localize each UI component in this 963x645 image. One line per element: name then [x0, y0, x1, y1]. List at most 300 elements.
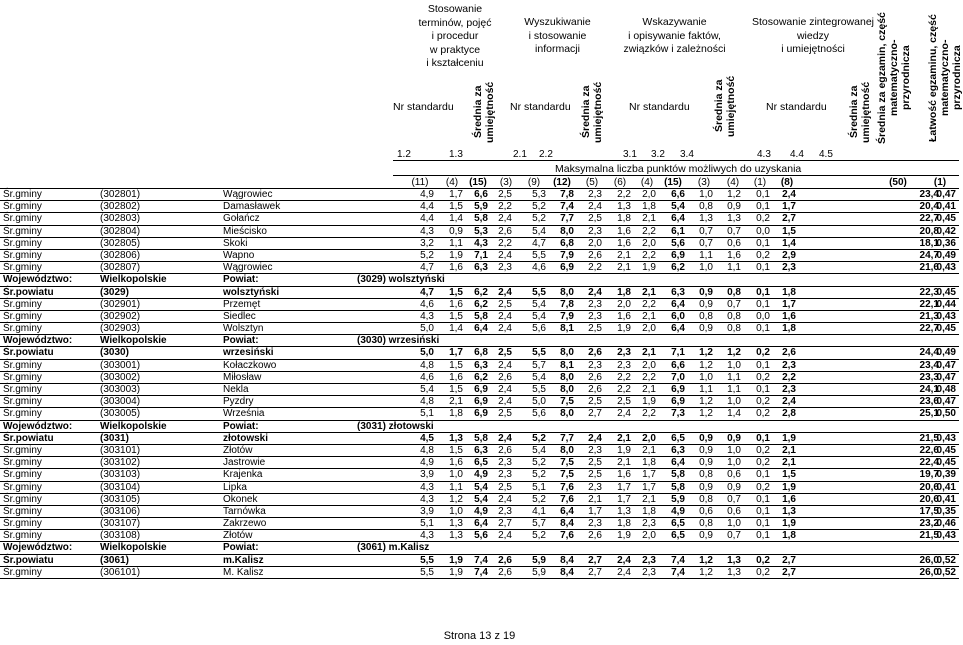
row-code-cell: (303001)	[100, 359, 141, 371]
row-type-cell: Województwo:	[3, 542, 73, 554]
value-cell: 2,1	[449, 396, 463, 408]
group-title-terms: Stosowanie terminów, pojęć i procedur w praktyce i kształceniu	[418, 3, 492, 69]
value-cell: 1,5	[449, 444, 463, 456]
value-cell: 4,7	[420, 262, 434, 274]
value-cell: 1,9	[449, 249, 463, 261]
value-cell: 0,52	[936, 566, 956, 578]
value-cell: 1,6	[449, 298, 463, 310]
value-cell: 5,9	[671, 493, 685, 505]
value-cell: 2,4	[498, 359, 512, 371]
value-cell: 2,4	[498, 396, 512, 408]
value-cell: 0,2	[756, 408, 770, 420]
table-row	[0, 445, 959, 457]
value-cell: 8,0	[560, 225, 574, 237]
value-cell: 1,3	[699, 213, 713, 225]
value-cell: 1,1	[699, 384, 713, 395]
row-name-cell: Miłosław	[223, 371, 262, 383]
row-code-cell: (3061)	[100, 554, 129, 566]
value-cell: 2,6	[498, 566, 512, 578]
value-cell: 4,3	[420, 481, 434, 493]
row-name-cell: Damasławek	[223, 201, 281, 213]
row-code-cell: (302805)	[100, 237, 141, 249]
row-type-cell: Śr.gminy	[3, 371, 42, 383]
value-cell: 5,8	[671, 469, 685, 481]
value-cell: 5,8	[474, 310, 488, 322]
value-cell: 0,9	[699, 481, 713, 493]
value-cell: 1,4	[449, 213, 463, 225]
county-average-row	[0, 287, 959, 299]
value-cell: 5,5	[532, 347, 546, 359]
value-cell: 2,4	[498, 432, 512, 444]
value-cell: 2,2	[498, 201, 512, 213]
value-cell: 2,2	[498, 237, 512, 249]
region-header-row	[0, 335, 959, 347]
table-row	[0, 482, 959, 494]
value-cell: 2,4	[617, 408, 631, 420]
avg-skill-label-3: Średnia za umiejętność	[713, 75, 737, 137]
value-cell: 4,6	[420, 371, 434, 383]
value-cell: 1,9	[642, 262, 656, 274]
value-cell: 4,3	[474, 237, 488, 249]
max-points-value: (9)	[527, 177, 541, 188]
value-cell: 0,1	[756, 469, 770, 481]
value-cell: 0,8	[699, 201, 713, 213]
value-cell: 1,1	[727, 371, 741, 383]
nr-standardu-label-4: Nr standardu	[766, 101, 827, 113]
value-cell: 1,9	[617, 323, 631, 335]
value-cell: 2,4	[588, 432, 602, 444]
value-cell: 6,8	[560, 237, 574, 249]
value-cell: 1,6	[617, 225, 631, 237]
value-cell: 5,0	[532, 396, 546, 408]
value-cell: 2,6	[498, 225, 512, 237]
value-cell: 0,50	[936, 408, 956, 420]
value-cell: 1,0	[699, 189, 713, 200]
value-cell: 0,7	[699, 237, 713, 249]
value-cell: 2,0	[642, 359, 656, 371]
row-type-cell: Śr.gminy	[3, 225, 42, 237]
value-cell: 6,5	[671, 432, 685, 444]
value-cell: 1,6	[617, 469, 631, 481]
value-cell: 1,3	[727, 554, 741, 566]
value-cell: 2,3	[642, 554, 656, 566]
value-cell: 26,0	[919, 554, 939, 566]
value-cell: 19,7	[919, 469, 939, 481]
value-cell: 1,9	[449, 554, 463, 566]
row-type-cell: Śr.gminy	[3, 530, 42, 542]
value-cell: 0,2	[756, 371, 770, 383]
max-points-value: (4)	[726, 177, 740, 188]
row-code-cell: Wielkopolskie	[100, 542, 167, 554]
value-cell: 5,2	[532, 530, 546, 542]
value-cell: 2,4	[782, 396, 796, 408]
value-cell: 2,0	[642, 432, 656, 444]
value-cell: 1,5	[449, 359, 463, 371]
max-points-value: (8)	[780, 177, 794, 188]
value-cell: 0,8	[699, 310, 713, 322]
value-cell: 2,4	[498, 384, 512, 395]
value-cell: 1,0	[727, 457, 741, 469]
value-cell: 5,8	[474, 213, 488, 225]
value-cell: 6,6	[671, 189, 685, 200]
row-type-cell: Śr.gminy	[3, 359, 42, 371]
value-cell: 6,0	[671, 310, 685, 322]
table-row	[0, 457, 959, 469]
value-cell: 0,7	[727, 298, 741, 310]
value-cell: 0,1	[756, 298, 770, 310]
row-code-cell: (3030)	[100, 347, 129, 359]
value-cell: 1,7	[449, 347, 463, 359]
value-cell: 26,0	[919, 566, 939, 578]
value-cell: 0,8	[727, 310, 741, 322]
value-cell: 0,6	[699, 505, 713, 517]
value-cell: 23,4	[919, 359, 939, 371]
row-code-cell: (303101)	[100, 444, 141, 456]
value-cell: 2,5	[498, 189, 512, 200]
value-cell: 6,2	[474, 286, 488, 298]
value-cell: 5,2	[532, 432, 546, 444]
value-cell: 2,8	[782, 408, 796, 420]
value-cell: 1,0	[699, 371, 713, 383]
table-row	[0, 530, 959, 542]
value-cell: 0,41	[936, 201, 956, 213]
value-cell: 8,1	[560, 359, 574, 371]
value-cell: 1,0	[727, 518, 741, 530]
value-cell: 1,7	[617, 493, 631, 505]
row-name-cell: Wolsztyn	[223, 323, 264, 335]
row-name-cell: Okonek	[223, 493, 258, 505]
value-cell: 1,3	[617, 505, 631, 517]
table-row	[0, 201, 959, 213]
value-cell: 1,1	[727, 262, 741, 274]
value-cell: 1,2	[699, 554, 713, 566]
table-row	[0, 567, 959, 579]
value-cell: 7,5	[560, 396, 574, 408]
row-name-cell: Skoki	[223, 237, 248, 249]
row-code-cell: (303005)	[100, 408, 141, 420]
row-code-cell: (302804)	[100, 225, 141, 237]
value-cell: 1,0	[727, 444, 741, 456]
row-code-cell: (303105)	[100, 493, 141, 505]
value-cell: 0,45	[936, 457, 956, 469]
value-cell: 2,0	[642, 530, 656, 542]
row-type-cell: Śr.powiatu	[3, 347, 54, 359]
value-cell: 7,4	[671, 566, 685, 578]
standard-number: 3.1	[623, 149, 637, 160]
max-points-value: (1)	[933, 177, 947, 188]
value-cell: 20,6	[919, 481, 939, 493]
value-cell: 1,8	[617, 213, 631, 225]
nr-standardu-label-3: Nr standardu	[629, 101, 690, 113]
value-cell: 8,0	[560, 384, 574, 395]
value-cell: 1,8	[617, 518, 631, 530]
max-points-value: (11)	[411, 177, 429, 188]
value-cell: 0,8	[699, 469, 713, 481]
county-name-cell: (3031) złotowski	[357, 420, 434, 432]
value-cell: 2,1	[617, 262, 631, 274]
value-cell: 0,8	[699, 493, 713, 505]
standard-number: 3.2	[651, 149, 665, 160]
value-cell: 1,7	[617, 481, 631, 493]
value-cell: 5,3	[474, 225, 488, 237]
value-cell: 2,0	[588, 237, 602, 249]
header-rule	[393, 175, 959, 176]
value-cell: 2,2	[642, 371, 656, 383]
value-cell: 6,5	[671, 530, 685, 542]
row-type-cell: Śr.gminy	[3, 323, 42, 335]
value-cell: 6,9	[671, 249, 685, 261]
page-footer: Strona 13 z 19	[443, 630, 516, 642]
row-type-cell: Śr.gminy	[3, 444, 42, 456]
row-name-cell: m.Kalisz	[223, 554, 264, 566]
county-name-cell: (3030) wrzesiński	[357, 335, 440, 347]
value-cell: 2,4	[588, 201, 602, 213]
value-cell: 1,2	[699, 396, 713, 408]
value-cell: 1,5	[782, 225, 796, 237]
value-cell: 0,8	[727, 323, 741, 335]
value-cell: 2,5	[498, 347, 512, 359]
value-cell: 4,9	[671, 505, 685, 517]
value-cell: 7,7	[560, 432, 574, 444]
value-cell: 8,1	[560, 323, 574, 335]
value-cell: 2,6	[588, 371, 602, 383]
row-type-cell: Województwo:	[3, 274, 73, 286]
value-cell: 2,6	[588, 530, 602, 542]
row-type-cell: Śr.powiatu	[3, 554, 54, 566]
standard-number: 1.2	[397, 149, 411, 160]
value-cell: 5,2	[532, 201, 546, 213]
value-cell: 5,0	[420, 347, 434, 359]
row-code-cell: (3029)	[100, 286, 129, 298]
value-cell: 2,4	[498, 213, 512, 225]
value-cell: 1,3	[617, 201, 631, 213]
county-average-row	[0, 555, 959, 567]
value-cell: 2,7	[782, 554, 796, 566]
value-cell: 5,4	[532, 310, 546, 322]
value-cell: 6,4	[671, 298, 685, 310]
row-code-cell: (302903)	[100, 323, 141, 335]
value-cell: 2,3	[588, 481, 602, 493]
value-cell: 1,5	[449, 201, 463, 213]
row-name-cell: Września	[223, 408, 265, 420]
value-cell: 6,4	[671, 457, 685, 469]
value-cell: 4,3	[420, 530, 434, 542]
value-cell: 0,43	[936, 262, 956, 274]
row-name-cell: Nekla	[223, 384, 249, 395]
row-type-cell: Śr.gminy	[3, 249, 42, 261]
value-cell: 22,7	[919, 323, 939, 335]
value-cell: 1,2	[699, 408, 713, 420]
table-row	[0, 250, 959, 262]
max-points-value: (5)	[585, 177, 599, 188]
row-code-cell: (3031)	[100, 432, 129, 444]
value-cell: 8,4	[560, 518, 574, 530]
value-cell: 2,3	[782, 262, 796, 274]
value-cell: 7,1	[671, 347, 685, 359]
value-cell: 6,6	[671, 359, 685, 371]
value-cell: 6,9	[474, 408, 488, 420]
value-cell: 2,3	[782, 359, 796, 371]
max-points-value: (3)	[499, 177, 513, 188]
value-cell: 6,2	[474, 371, 488, 383]
row-code-cell: (302902)	[100, 310, 141, 322]
value-cell: 0,2	[756, 213, 770, 225]
value-cell: 1,6	[617, 310, 631, 322]
value-cell: 1,2	[727, 347, 741, 359]
value-cell: 5,6	[532, 323, 546, 335]
value-cell: 20,4	[919, 201, 939, 213]
value-cell: 5,5	[532, 249, 546, 261]
value-cell: 2,7	[588, 408, 602, 420]
value-cell: 1,7	[588, 505, 602, 517]
value-cell: 2,1	[642, 213, 656, 225]
row-name-cell: Powiat:	[223, 274, 259, 286]
value-cell: 0,8	[699, 518, 713, 530]
row-type-cell: Śr.gminy	[3, 469, 42, 481]
value-cell: 1,5	[449, 310, 463, 322]
value-cell: 5,8	[474, 432, 488, 444]
value-cell: 0,9	[699, 298, 713, 310]
row-name-cell: Zakrzewo	[223, 518, 267, 530]
standard-number: 1.3	[449, 149, 463, 160]
header-rule	[393, 160, 959, 161]
value-cell: 0,1	[756, 530, 770, 542]
value-cell: 2,5	[588, 213, 602, 225]
row-code-cell: (302802)	[100, 201, 141, 213]
value-cell: 2,7	[782, 566, 796, 578]
value-cell: 0,47	[936, 396, 956, 408]
value-cell: 5,9	[532, 554, 546, 566]
table-row	[0, 384, 959, 396]
value-cell: 4,3	[420, 493, 434, 505]
value-cell: 4,7	[532, 237, 546, 249]
value-cell: 0,36	[936, 237, 956, 249]
value-cell: 0,1	[756, 493, 770, 505]
value-cell: 0,2	[756, 457, 770, 469]
row-name-cell: Krajenka	[223, 469, 263, 481]
standard-number: 4.4	[790, 149, 804, 160]
value-cell: 1,3	[449, 518, 463, 530]
value-cell: 2,3	[617, 359, 631, 371]
value-cell: 2,9	[782, 249, 796, 261]
nr-standardu-label-2: Nr standardu	[510, 101, 571, 113]
row-name-cell: Wągrowiec	[223, 262, 273, 274]
value-cell: 23,4	[919, 189, 939, 200]
value-cell: 0,9	[727, 481, 741, 493]
value-cell: 4,8	[420, 396, 434, 408]
value-cell: 2,2	[642, 249, 656, 261]
value-cell: 0,1	[756, 505, 770, 517]
value-cell: 5,8	[671, 481, 685, 493]
value-cell: 1,2	[449, 493, 463, 505]
max-points-label: Maksymalna liczba punktów możliwych do uzyskania	[555, 163, 802, 175]
value-cell: 0,49	[936, 347, 956, 359]
table-row	[0, 494, 959, 506]
value-cell: 6,9	[671, 396, 685, 408]
row-type-cell: Śr.gminy	[3, 310, 42, 322]
row-type-cell: Śr.powiatu	[3, 286, 54, 298]
row-name-cell: wolsztyński	[223, 286, 280, 298]
value-cell: 6,4	[474, 518, 488, 530]
row-name-cell: Gołańcz	[223, 213, 260, 225]
value-cell: 2,4	[617, 554, 631, 566]
value-cell: 1,8	[782, 286, 796, 298]
value-cell: 2,6	[498, 371, 512, 383]
value-cell: 23,6	[919, 396, 939, 408]
value-cell: 1,4	[727, 408, 741, 420]
value-cell: 0,47	[936, 189, 956, 200]
row-code-cell: (303107)	[100, 518, 141, 530]
value-cell: 2,5	[617, 396, 631, 408]
data-table	[0, 189, 959, 579]
row-code-cell: (303004)	[100, 396, 141, 408]
table-row	[0, 299, 959, 311]
value-cell: 7,6	[560, 493, 574, 505]
value-cell: 5,5	[532, 286, 546, 298]
value-cell: 1,9	[642, 396, 656, 408]
value-cell: 0,42	[936, 225, 956, 237]
value-cell: 6,4	[671, 213, 685, 225]
avg-skill-label-1: Średnia za umiejętność	[472, 81, 496, 143]
value-cell: 0,1	[756, 201, 770, 213]
value-cell: 0,45	[936, 286, 956, 298]
value-cell: 1,7	[449, 189, 463, 200]
value-cell: 2,1	[782, 444, 796, 456]
value-cell: 8,4	[560, 566, 574, 578]
value-cell: 6,9	[474, 384, 488, 395]
table-row	[0, 372, 959, 384]
value-cell: 5,4	[532, 298, 546, 310]
value-cell: 0,1	[756, 262, 770, 274]
value-cell: 1,3	[449, 530, 463, 542]
value-cell: 0,9	[699, 530, 713, 542]
row-name-cell: złotowski	[223, 432, 269, 444]
value-cell: 1,2	[699, 359, 713, 371]
value-cell: 2,3	[617, 347, 631, 359]
value-cell: 1,8	[449, 408, 463, 420]
standard-number: 3.4	[680, 149, 694, 160]
value-cell: 0,7	[699, 225, 713, 237]
value-cell: 1,5	[449, 384, 463, 395]
row-name-cell: Tarnówka	[223, 505, 266, 517]
value-cell: 7,0	[671, 371, 685, 383]
value-cell: 0,2	[756, 347, 770, 359]
value-cell: 24,7	[919, 249, 939, 261]
value-cell: 24,4	[919, 347, 939, 359]
value-cell: 2,7	[782, 213, 796, 225]
value-cell: 6,5	[671, 518, 685, 530]
value-cell: 2,2	[617, 371, 631, 383]
value-cell: 2,2	[642, 408, 656, 420]
row-name-cell: Kołaczkowo	[223, 359, 277, 371]
row-code-cell: (303002)	[100, 371, 141, 383]
value-cell: 2,2	[617, 189, 631, 200]
row-type-cell: Śr.gminy	[3, 189, 42, 200]
value-cell: 5,5	[532, 384, 546, 395]
value-cell: 6,3	[474, 262, 488, 274]
value-cell: 1,1	[449, 237, 463, 249]
value-cell: 7,7	[560, 213, 574, 225]
region-header-row	[0, 421, 959, 433]
value-cell: 8,4	[560, 554, 574, 566]
max-points-value: (3)	[697, 177, 711, 188]
row-type-cell: Śr.gminy	[3, 213, 42, 225]
value-cell: 1,4	[449, 323, 463, 335]
value-cell: 5,9	[474, 201, 488, 213]
value-cell: 0,2	[756, 396, 770, 408]
max-points-value: (15)	[469, 177, 487, 188]
standard-number: 4.5	[819, 149, 833, 160]
